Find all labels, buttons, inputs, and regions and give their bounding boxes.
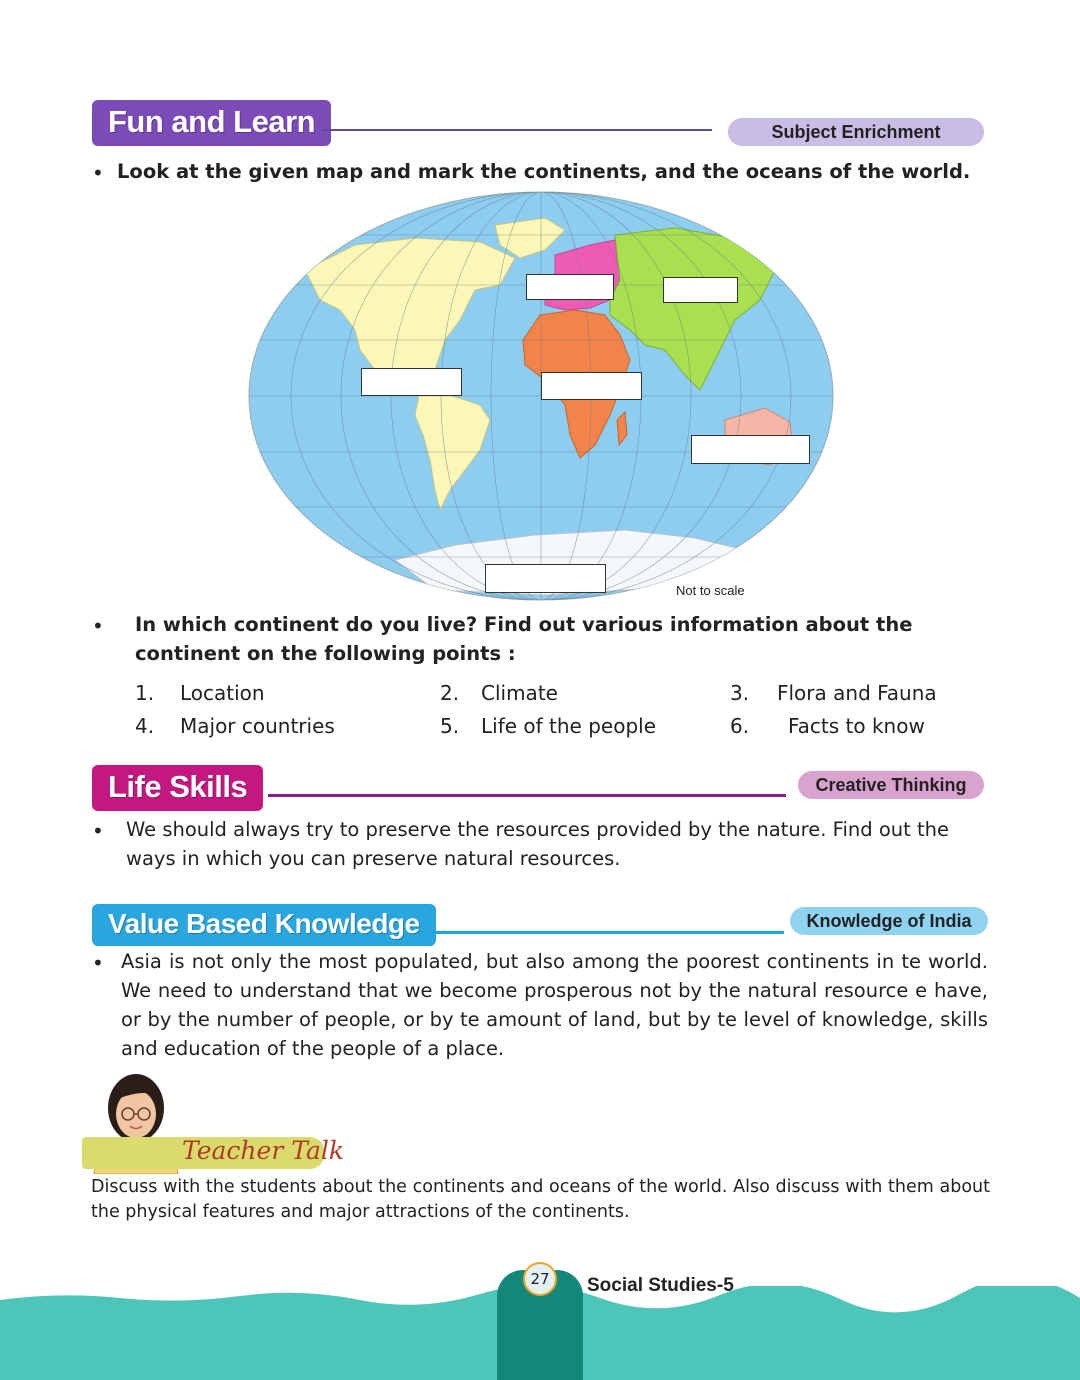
value-based-rule: [430, 931, 784, 934]
point-number: 4.: [135, 714, 155, 738]
value-based-knowledge-banner: Value Based Knowledge: [92, 904, 436, 946]
point-number: 5.: [440, 714, 460, 738]
subject-enrichment-tag: Subject Enrichment: [728, 118, 984, 146]
teacher-talk-text: Discuss with the students about the continents and oceans of the world. Also discuss with them about the physical features and major attractions of the continents.: [91, 1177, 990, 1222]
point-text: Facts to know: [788, 714, 925, 738]
map-instruction: Look at the given map and mark the continents, and the oceans of the world.: [117, 160, 971, 183]
bullet: •: [92, 951, 104, 975]
map-label-box-australia[interactable]: [691, 435, 810, 464]
point-number: 2.: [440, 681, 460, 705]
point-text: Climate: [481, 681, 558, 705]
bullet: •: [92, 819, 104, 843]
point-text: Location: [180, 681, 265, 705]
bullet: •: [92, 161, 104, 185]
teacher-talk-title: Teacher Talk: [182, 1136, 345, 1165]
map-label-box-asia[interactable]: [663, 277, 738, 303]
life-skills-rule: [268, 794, 786, 797]
creative-thinking-tag: Creative Thinking: [798, 771, 984, 799]
life-skills-banner: Life Skills: [92, 765, 263, 811]
knowledge-of-india-tag: Knowledge of India: [790, 907, 988, 935]
value-based-text: Asia is not only the most populated, but also among the poorest continents in te world. We need to understand that we become prosperous not by the natural resource e have, or by the number of people, or by te amount of land, but by te level of knowledge, skills and education of the people of a place.: [121, 950, 988, 1060]
not-to-scale-note: Not to scale: [676, 583, 745, 598]
point-text: Major countries: [180, 714, 335, 738]
fun-and-learn-rule: [322, 129, 712, 131]
map-label-box-north-america[interactable]: [361, 368, 462, 396]
point-number: 1.: [135, 681, 155, 705]
point-number: 6.: [730, 714, 750, 738]
bullet: •: [92, 614, 104, 638]
point-number: 3.: [730, 681, 750, 705]
fun-and-learn-banner: Fun and Learn: [92, 100, 331, 146]
life-skills-text: We should always try to preserve the resources provided by the nature. Find out the ways in which you can preserve natural resources.: [126, 818, 949, 870]
point-text: Life of the people: [481, 714, 657, 738]
page-number-badge: 27: [523, 1262, 557, 1296]
map-label-box-antarctica[interactable]: [485, 564, 606, 593]
book-title: Social Studies-5: [587, 1275, 734, 1296]
continent-question: In which continent do you live? Find out various information about the continent on the following points :: [135, 613, 913, 665]
map-label-box-europe[interactable]: [526, 274, 614, 300]
map-label-box-africa[interactable]: [541, 372, 642, 400]
point-text: Flora and Fauna: [777, 681, 937, 705]
